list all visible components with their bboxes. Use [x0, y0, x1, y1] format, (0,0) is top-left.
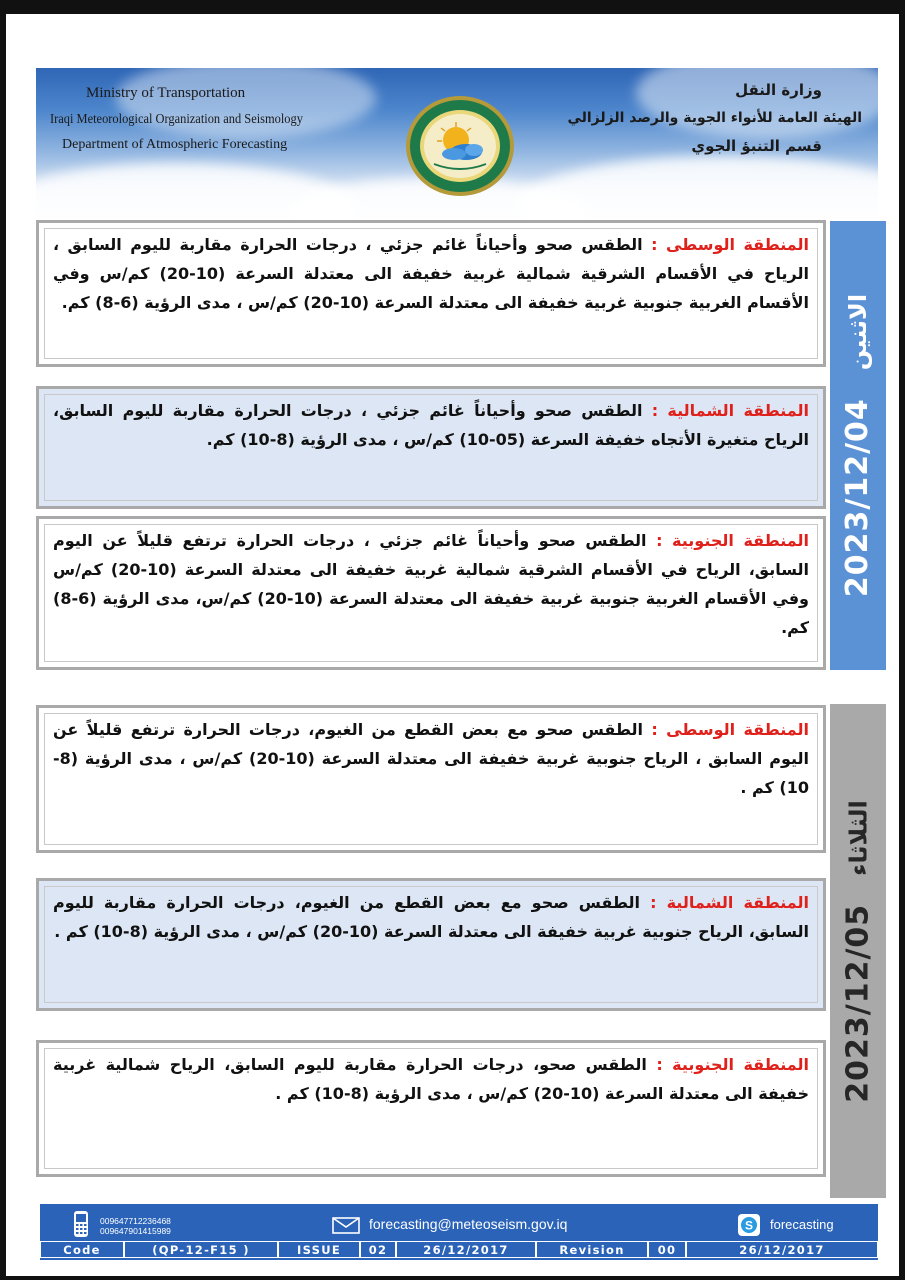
contact-row: [40, 1208, 878, 1240]
header-ar-ministry: وزارة النقل: [735, 81, 822, 99]
day2-date-bar: [830, 704, 886, 1198]
day1-northern-region-box: [36, 386, 826, 509]
phone-icon: [72, 1210, 90, 1238]
phone-number-2: 009647901415989: [100, 1226, 171, 1236]
header-english: [50, 80, 350, 158]
skype-handle: forecasting: [770, 1217, 834, 1232]
day1-date: 2023/12/04: [840, 398, 876, 598]
region-name: المنطقة الجنوبية :: [656, 1055, 810, 1074]
day1-southern-region-box: [36, 516, 826, 670]
region-name: المنطقة الوسطى :: [651, 235, 810, 254]
day2-northern-region-box: [36, 878, 826, 1011]
revision-date: 26/12/2017: [686, 1241, 878, 1258]
revision-value: 00: [648, 1241, 686, 1258]
header-en-organization: Iraqi Meteorological Organization and Seismology: [50, 111, 303, 126]
header-en-department: Department of Atmospheric Forecasting: [62, 137, 288, 152]
mail-icon: [332, 1217, 360, 1234]
skype-icon: [738, 1214, 760, 1236]
document-footer: [40, 1204, 878, 1260]
meteorological-organization-seal-icon: [404, 94, 516, 198]
header-ar-organization: الهيئة العامة للأنواء الجوية والرصد الزلزالي: [567, 110, 862, 126]
region-forecast-text: الطقس صحو مع بعض القطع من الغيوم، درجات الحرارة مقاربة لليوم السابق، الرياح جنوبية غربية خفيفة الى معتدلة السرعة (10-20) كم/س ، مدى الرؤية (8-10) كم .: [53, 893, 809, 941]
issue-value: 02: [360, 1241, 396, 1258]
header-ar-department: قسم التنبؤ الجوي: [691, 137, 822, 155]
day2-southern-region-box: [36, 1040, 826, 1177]
issue-date: 26/12/2017: [396, 1241, 536, 1258]
header-en-ministry: Ministry of Transportation: [86, 85, 246, 101]
region-name: المنطقة الشمالية :: [651, 401, 810, 420]
letterhead-banner: [36, 68, 878, 218]
day1-central-region-box: [36, 220, 826, 367]
code-value: (QP-12-F15 ): [124, 1241, 278, 1258]
region-forecast-text: الطقس صحو مع بعض القطع من الغيوم، درجات الحرارة ترتفع قليلاً عن اليوم السابق ، الرياح جنوبية غربية خفيفة الى معتدلة السرعة (10-20) كم/س ، مدى الرؤية (8-10) كم .: [53, 720, 809, 797]
phone-number-1: 009647712236468: [100, 1216, 171, 1226]
document-control-row: [40, 1241, 878, 1258]
issue-label: ISSUE: [278, 1241, 360, 1258]
day2-date: 2023/12/05: [840, 903, 876, 1103]
phone-numbers: [100, 1216, 171, 1236]
region-forecast-text: الطقس صحو وأحياناً غائم جزئي ، درجات الحرارة ترتفع قليلاً عن اليوم السابق، الرياح في الأقسام الشرقية شمالية غربية خفيفة الى معتدلة السرعة (10-20) كم/س وفي الأقسام الغربية جنوبية غربية خفيفة الى معتدلة السرعة (10-20) كم/س، مدى الرؤية (6-8) كم.: [53, 531, 810, 637]
email-address[interactable]: forecasting@meteoseism.gov.iq: [369, 1216, 568, 1232]
region-forecast-text: الطقس صحو وأحياناً غائم جزئي ، درجات الحرارة مقاربة لليوم السابق ، الرياح في الأقسام الشرقية شمالية غربية خفيفة الى معتدلة السرعة (10-20) كم/س وفي الأقسام الغربية جنوبية غربية خفيفة الى معتدلة السرعة (10-20) كم/س ، مدى الرؤية (6-8) كم.: [53, 235, 810, 312]
code-label: Code: [40, 1241, 124, 1258]
day1-weekday: الاثنين: [844, 293, 872, 371]
day2-weekday: الثلاثاء: [844, 799, 872, 876]
day2-central-region-box: [36, 705, 826, 853]
day1-date-bar: [830, 221, 886, 670]
region-name: المنطقة الوسطى :: [651, 720, 809, 739]
svg-text:S: S: [744, 1218, 754, 1233]
region-forecast-text: الطقس صحو، درجات الحرارة مقاربة لليوم السابق، الرياح شمالية غربية خفيفة الى معتدلة السرعة (10-20) كم/س ، مدى الرؤية (8-10) كم .: [53, 1055, 809, 1103]
region-name: المنطقة الشمالية :: [650, 893, 810, 912]
header-arabic: [567, 76, 862, 160]
region-forecast-text: الطقس صحو وأحياناً غائم جزئي ، درجات الحرارة مقاربة لليوم السابق، الرياح متغيرة الأتجاه خفيفة السرعة (05-10) كم/س ، مدى الرؤية (8-10) كم.: [53, 401, 809, 449]
region-name: المنطقة الجنوبية :: [656, 531, 809, 550]
revision-label: Revision: [536, 1241, 648, 1258]
